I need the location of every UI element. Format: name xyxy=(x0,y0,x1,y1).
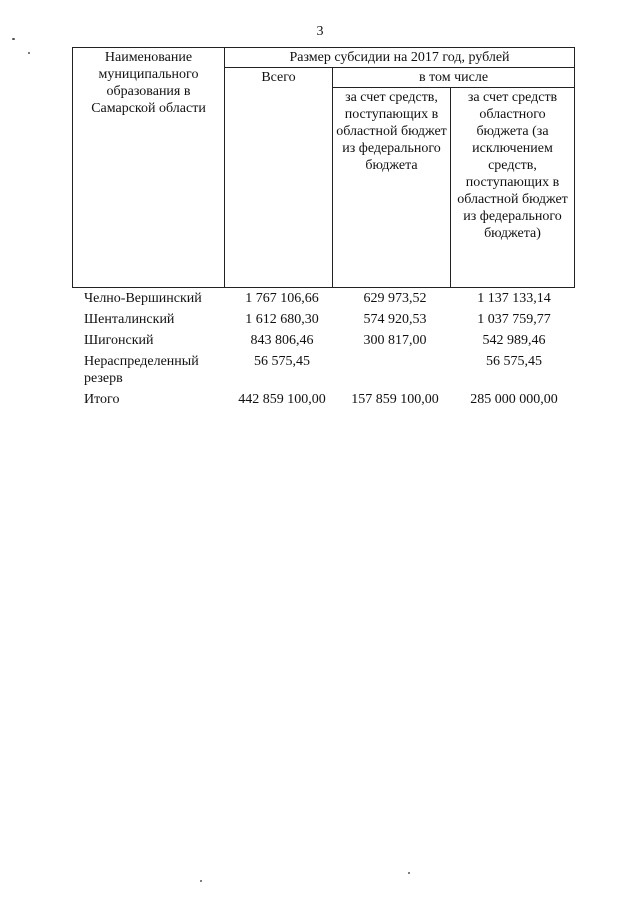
row-name: Шенталинский xyxy=(84,312,175,327)
row-name: Челно-Вершинский xyxy=(84,291,202,306)
row-regional: 1 037 759,77 xyxy=(477,312,551,327)
row-total: 843 806,46 xyxy=(250,333,314,348)
row-federal: 574 920,53 xyxy=(363,312,427,327)
header-including: в том числе xyxy=(333,68,575,88)
scan-speck xyxy=(408,872,410,874)
header-federal-funds: за счет средств, поступающих в областной бюджет из федерального бюджета xyxy=(333,88,451,288)
row-total: 56 575,45 xyxy=(254,354,310,369)
row-total: 1 767 106,66 xyxy=(245,291,319,306)
header-subsidy-size: Размер субсидии на 2017 год, рублей xyxy=(225,48,575,68)
header-total: Всего xyxy=(225,68,333,288)
row-regional: 56 575,45 xyxy=(486,354,542,369)
row-total: 1 612 680,30 xyxy=(245,312,319,327)
scan-speck xyxy=(28,52,30,54)
header-municipality-name: Наименование муниципального образования в Самарской области xyxy=(73,48,225,288)
row-federal: 300 817,00 xyxy=(363,333,427,348)
scan-speck xyxy=(12,38,15,40)
row-regional: 542 989,46 xyxy=(482,333,546,348)
header-regional-funds: за счет средств областного бюджета (за исключением средств, поступающих в областной бюджет из федерального бюджета) xyxy=(451,88,575,288)
row-total: 442 859 100,00 xyxy=(238,392,326,407)
row-regional: 285 000 000,00 xyxy=(470,392,558,407)
row-name: Итого xyxy=(84,392,120,407)
table-row xyxy=(72,353,574,389)
page-number: 3 xyxy=(316,24,324,39)
row-regional: 1 137 133,14 xyxy=(477,291,551,306)
scan-speck xyxy=(200,880,202,882)
subsidy-table-body xyxy=(72,288,574,410)
table-row xyxy=(72,311,574,330)
row-federal: 629 973,52 xyxy=(363,291,427,306)
table-row xyxy=(72,290,574,309)
table-row xyxy=(72,332,574,351)
row-name: Шигонский xyxy=(84,333,154,348)
subsidy-table-header xyxy=(72,47,575,288)
row-federal xyxy=(336,353,454,389)
row-federal: 157 859 100,00 xyxy=(351,392,439,407)
row-name: Нераспределенный резерв xyxy=(84,354,199,386)
table-row-total xyxy=(72,391,574,410)
